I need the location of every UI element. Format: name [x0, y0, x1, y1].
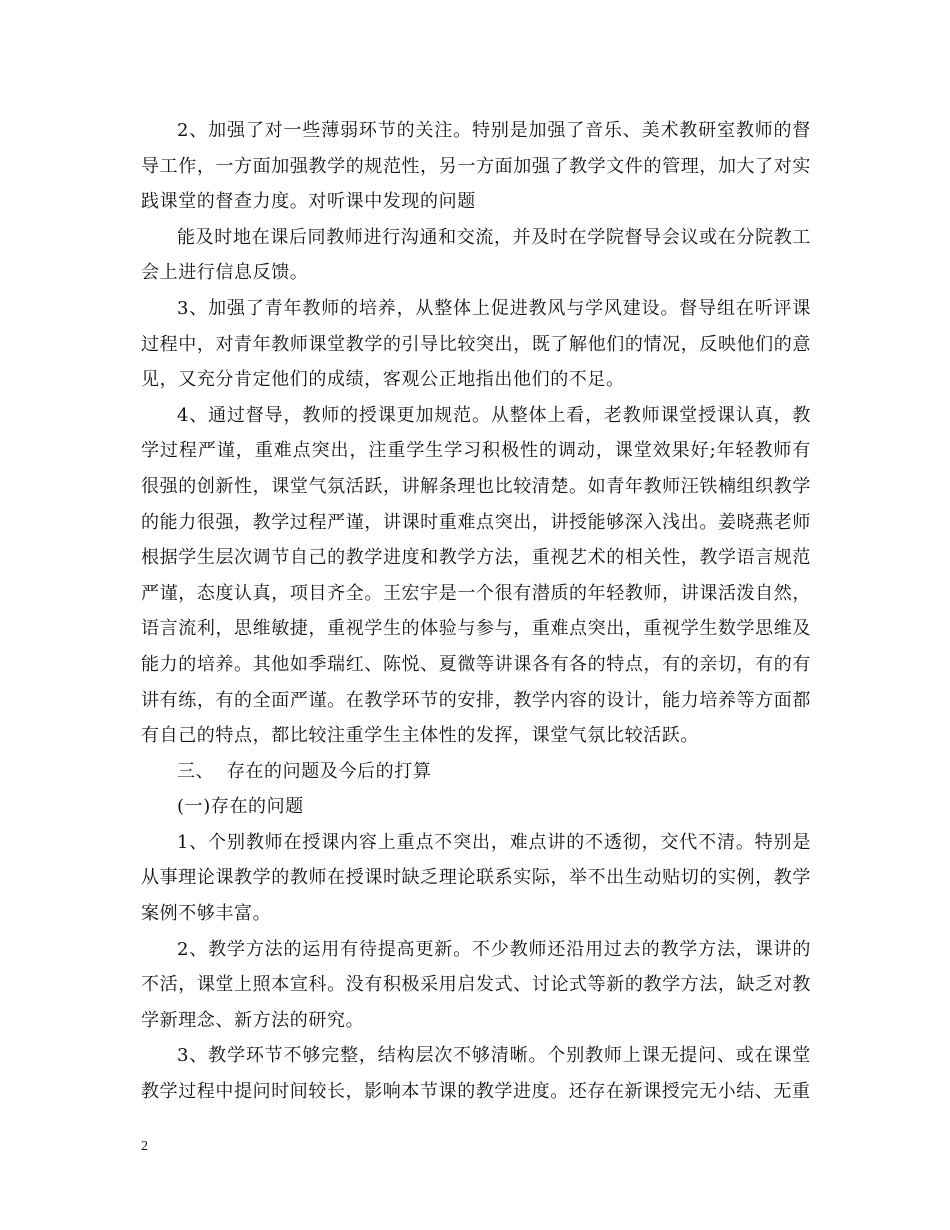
- body-text: [141, 113, 811, 1110]
- subsection-heading-problems: (一)存在的问题: [177, 796, 304, 818]
- paragraph-young-teachers: 3、加强了青年教师的培养，从整体上促进教风与学风建设。督导组在听评课过程中，对青年教师课堂教学的引导比较突出，既了解他们的情况，反映他们的意见，又充分肯定他们的成绩，客观公正地指出他们的不足。: [141, 297, 811, 391]
- paragraph-teaching-standards: 4、通过督导，教师的授课更加规范。从整体上看，老教师课堂授课认真，教学过程严谨，重难点突出，注重学生学习积极性的调动，课堂效果好;年轻教师有很强的创新性，课堂气氛活跃，讲解条理也比较清楚。如青年教师汪铁楠组织教学的能力很强，教学过程严谨，讲课时重难点突出，讲授能够深入浅出。姜晓燕老师根据学生层次调节自己的教学进度和教学方法，重视艺术的相关性，教学语言规范严谨，态度认真，项目齐全。王宏宇是一个很有潜质的年轻教师，讲课活泼自然，语言流利，思维敏捷，重视学生的体验与参与，重难点突出，重视学生数学思维及能力的培养。其他如季瑞红、陈悦、夏微等讲课各有各的特点，有的亲切，有的有讲有练，有的全面严谨。在教学环节的安排，教学内容的设计，能力培养等方面都有自己的特点，都比较注重学生主体性的发挥，课堂气氛比较活跃。: [141, 404, 811, 747]
- paragraph-strengthen-weak-links: 2、加强了对一些薄弱环节的关注。特别是加强了音乐、美术教研室教师的督导工作，一方面加强教学的规范性，另一方面加强了教学文件的管理，加大了对实践课堂的督查力度。对听课中发现的问题: [141, 120, 811, 213]
- paragraph-problem-1: 1、个别教师在授课内容上重点不突出，难点讲的不透彻，交代不清。特别是从事理论课教学的教师在授课时缺乏理论联系实际，举不出生动贴切的实例，教学案例不够丰富。: [141, 831, 811, 925]
- page-number: 2: [141, 1139, 148, 1154]
- paragraph-problem-3: 3、教学环节不够完整，结构层次不够清晰。个别教师上课无提问、或在课堂教学过程中提问时间较长，影响本节课的教学进度。还存在新课授完无小结、无重: [141, 1045, 811, 1103]
- section-heading-problems-plans: 三、 存在的问题及今后的打算: [177, 760, 432, 782]
- paragraph-problem-2: 2、教学方法的运用有待提高更新。不少教师还沿用过去的教学方法，课讲的不活，课堂上照本宣科。没有积极采用启发式、讨论式等新的教学方法，缺乏对教学新理念、新方法的研究。: [141, 938, 811, 1031]
- paragraph-timely-feedback: 能及时地在课后同教师进行沟通和交流，并及时在学院督导会议或在分院教工会上进行信息反馈。: [141, 226, 811, 284]
